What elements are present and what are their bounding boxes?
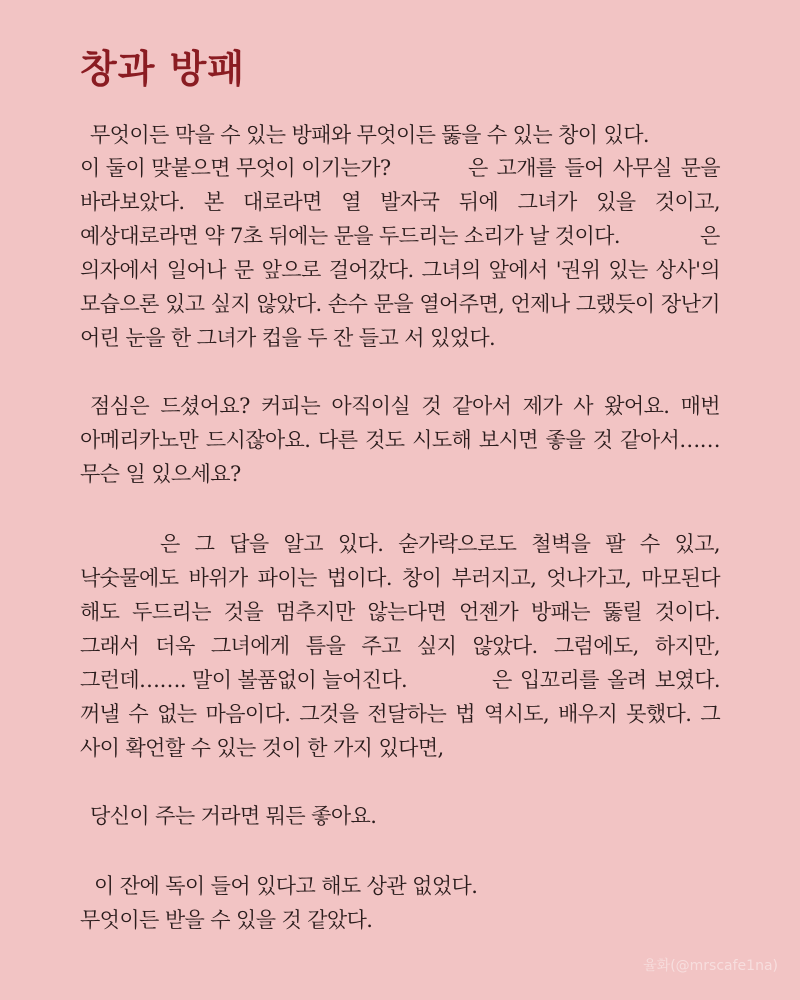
text-line: 무엇이든 받을 수 있을 것 같았다. [80,908,373,932]
watermark: 율화(@mrscafe1na) [643,958,778,974]
text-line: 은 그 답을 알고 있다. 숟가락으로도 철벽을 팔 수 있고, [160,532,720,556]
text-line: 모습으론 있고 싶지 않았다. 손수 문을 열어주면, 언제나 그랬듯이 장난기 [80,292,720,316]
page-title: 창과 방패 [80,46,246,91]
text-line: 의자에서 일어나 문 앞으로 걸어갔다. 그녀의 앞에서 '권위 있는 상사'의 [80,258,720,282]
text-line: 꺼낼 수 없는 마음이다. 그것을 전달하는 법 역시도, 배우지 못했다. 그 [80,702,720,726]
text-line: 어린 눈을 한 그녀가 컵을 두 잔 들고 서 있었다. [80,326,496,350]
text-line: 바라보았다. 본 대로라면 열 발자국 뒤에 그녀가 있을 것이고, [80,190,720,214]
text-line: 해도 두드리는 것을 멈추지만 않는다면 언젠가 방패는 뚫릴 것이다. [80,600,720,624]
text-line: 무슨 일 있으세요? [80,462,241,486]
text-line: 점심은 드셨어요? 커피는 아직이실 것 같아서 제가 사 왔어요. 매번 [90,394,720,418]
text-line: 사이 확언할 수 있는 것이 한 가지 있다면, [80,736,444,760]
text-line: 당신이 주는 거라면 뭐든 좋아요. [90,804,377,828]
text-line: 은 [700,224,720,248]
text-line: 은 고개를 들어 사무실 문을 [468,156,720,180]
text-line: 낙숫물에도 바위가 파이는 법이다. 창이 부러지고, 엇나가고, 마모된다 [80,566,720,590]
text-line: 그래서 더욱 그녀에게 틈을 주고 싶지 않았다. 그럼에도, 하지만, [80,634,720,658]
text-line: 무엇이든 막을 수 있는 방패와 무엇이든 뚫을 수 있는 창이 있다. [90,123,649,147]
text-line: 그런데……. 말이 볼품없이 늘어진다. [80,668,408,692]
text-line: 은 입꼬리를 올려 보였다. [492,668,720,692]
text-line: 예상대로라면 약 7초 뒤에는 문을 두드리는 소리가 날 것이다. [80,224,620,248]
text-line: 이 잔에 독이 들어 있다고 해도 상관 없었다. [94,874,478,898]
text-line: 아메리카노만 드시잖아요. 다른 것도 시도해 보시면 좋을 것 같아서…… [80,428,720,452]
text-line: 이 둘이 맞붙으면 무엇이 이기는가? [80,156,391,180]
